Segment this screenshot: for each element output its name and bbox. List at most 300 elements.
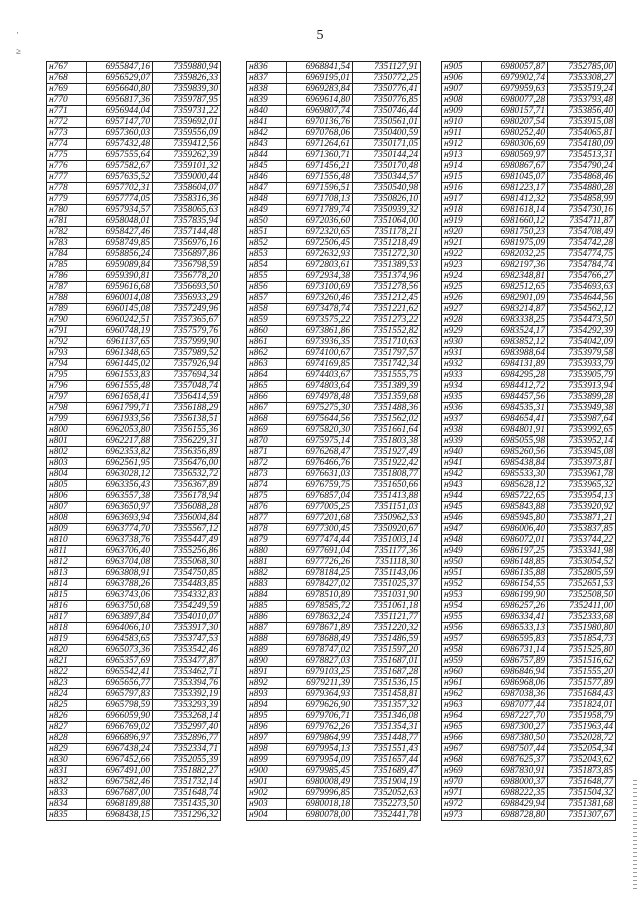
table-row [47, 722, 221, 733]
y-coordinate-cell: 7352785,00 [548, 62, 616, 73]
y-coordinate-cell: 7356897,86 [153, 249, 221, 260]
table-row [442, 502, 616, 513]
x-coordinate-cell: 6956640,80 [87, 84, 153, 95]
y-coordinate-cell: 7351118,30 [353, 557, 421, 568]
table-row [442, 403, 616, 414]
x-coordinate-cell: 6985055,98 [482, 436, 548, 447]
point-id-cell: н885 [247, 601, 287, 612]
point-id-cell: н903 [247, 799, 287, 810]
x-coordinate-cell: 6976759,75 [287, 480, 353, 491]
x-coordinate-cell: 6984654,41 [482, 414, 548, 425]
x-coordinate-cell: 6979954,09 [287, 755, 353, 766]
table-row [442, 788, 616, 799]
y-coordinate-cell: 7354513,31 [548, 150, 616, 161]
point-id-cell: н833 [47, 788, 87, 799]
point-id-cell: н952 [442, 579, 482, 590]
point-id-cell: н790 [47, 315, 87, 326]
y-coordinate-cell: 7351121,77 [353, 612, 421, 623]
y-coordinate-cell: 7353519,24 [548, 84, 616, 95]
table-row [247, 722, 421, 733]
x-coordinate-cell: 6957934,57 [87, 205, 153, 216]
point-id-cell: н850 [247, 216, 287, 227]
point-id-cell: н788 [47, 293, 87, 304]
point-id-cell: н929 [442, 326, 482, 337]
table-row [47, 623, 221, 634]
point-id-cell: н889 [247, 645, 287, 656]
x-coordinate-cell: 6971556,48 [287, 172, 353, 183]
table-row [442, 381, 616, 392]
point-id-cell: н781 [47, 216, 87, 227]
y-coordinate-cell: 7351597,20 [353, 645, 421, 656]
table-row [47, 645, 221, 656]
x-coordinate-cell: 6963693,94 [87, 513, 153, 524]
y-coordinate-cell: 7353542,46 [153, 645, 221, 656]
table-row [442, 458, 616, 469]
y-coordinate-cell: 7351025,37 [353, 579, 421, 590]
point-id-cell: н943 [442, 480, 482, 491]
y-coordinate-cell: 7356367,89 [153, 480, 221, 491]
table-row [442, 546, 616, 557]
x-coordinate-cell: 6957702,31 [87, 183, 153, 194]
y-coordinate-cell: 7352054,34 [548, 744, 616, 755]
x-coordinate-cell: 6984457,56 [482, 392, 548, 403]
y-coordinate-cell: 7356414,59 [153, 392, 221, 403]
point-id-cell: н799 [47, 414, 87, 425]
x-coordinate-cell: 6978827,03 [287, 656, 353, 667]
point-id-cell: н941 [442, 458, 482, 469]
table-row [442, 238, 616, 249]
x-coordinate-cell: 6956817,36 [87, 95, 153, 106]
y-coordinate-cell: 7354742,28 [548, 238, 616, 249]
point-id-cell: н937 [442, 414, 482, 425]
x-coordinate-cell: 6963743,06 [87, 590, 153, 601]
y-coordinate-cell: 7351922,42 [353, 458, 421, 469]
y-coordinate-cell: 7351003,14 [353, 535, 421, 546]
y-coordinate-cell: 7351797,57 [353, 348, 421, 359]
point-id-cell: н844 [247, 150, 287, 161]
x-coordinate-cell: 6957774,05 [87, 194, 153, 205]
table-row [47, 117, 221, 128]
x-coordinate-cell: 6981750,23 [482, 227, 548, 238]
point-id-cell: н805 [47, 480, 87, 491]
y-coordinate-cell: 7358316,36 [153, 194, 221, 205]
x-coordinate-cell: 6977005,25 [287, 502, 353, 513]
table-row [247, 513, 421, 524]
point-id-cell: н920 [442, 227, 482, 238]
y-coordinate-cell: 7351221,62 [353, 304, 421, 315]
table-row [247, 95, 421, 106]
x-coordinate-cell: 6977691,04 [287, 546, 353, 557]
table-row [442, 282, 616, 293]
x-coordinate-cell: 6966896,97 [87, 733, 153, 744]
x-coordinate-cell: 6962561,95 [87, 458, 153, 469]
x-coordinate-cell: 6981412,32 [482, 194, 548, 205]
x-coordinate-cell: 6964066,10 [87, 623, 153, 634]
table-row [47, 172, 221, 183]
x-coordinate-cell: 6972803,61 [287, 260, 353, 271]
table-row [247, 359, 421, 370]
y-coordinate-cell: 7357926,94 [153, 359, 221, 370]
x-coordinate-cell: 6979626,90 [287, 700, 353, 711]
table-row [47, 370, 221, 381]
table-row [47, 216, 221, 227]
y-coordinate-cell: 7351648,74 [153, 788, 221, 799]
point-id-cell: н942 [442, 469, 482, 480]
y-coordinate-cell: 7351687,28 [353, 667, 421, 678]
table-row [47, 271, 221, 282]
point-id-cell: н954 [442, 601, 482, 612]
table-row [247, 612, 421, 623]
y-coordinate-cell: 7351458,81 [353, 689, 421, 700]
x-coordinate-cell: 6973478,74 [287, 304, 353, 315]
point-id-cell: н775 [47, 150, 87, 161]
point-id-cell: н810 [47, 535, 87, 546]
table-row [247, 139, 421, 150]
table-row [247, 392, 421, 403]
table-row [247, 326, 421, 337]
table-row [47, 381, 221, 392]
table-row [247, 480, 421, 491]
x-coordinate-cell: 6965073,36 [87, 645, 153, 656]
y-coordinate-cell: 7353952,14 [548, 436, 616, 447]
x-coordinate-cell: 6956944,04 [87, 106, 153, 117]
table-row [47, 150, 221, 161]
point-id-cell: н814 [47, 579, 87, 590]
point-id-cell: н890 [247, 656, 287, 667]
x-coordinate-cell: 6979864,99 [287, 733, 353, 744]
table-row [247, 271, 421, 282]
x-coordinate-cell: 6980008,49 [287, 777, 353, 788]
point-id-cell: н783 [47, 238, 87, 249]
table-row [247, 700, 421, 711]
x-coordinate-cell: 6984295,28 [482, 370, 548, 381]
x-coordinate-cell: 6974803,64 [287, 381, 353, 392]
table-row [47, 392, 221, 403]
table-row [442, 205, 616, 216]
y-coordinate-cell: 7357365,67 [153, 315, 221, 326]
y-coordinate-cell: 7357249,96 [153, 304, 221, 315]
table-row [442, 326, 616, 337]
point-id-cell: н862 [247, 348, 287, 359]
table-row [442, 810, 616, 821]
y-coordinate-cell: 7351648,77 [548, 777, 616, 788]
table-row [247, 799, 421, 810]
table-row [247, 227, 421, 238]
table-row [247, 535, 421, 546]
y-coordinate-cell: 7354644,56 [548, 293, 616, 304]
x-coordinate-cell: 6973936,35 [287, 337, 353, 348]
x-coordinate-cell: 6963750,68 [87, 601, 153, 612]
x-coordinate-cell: 6973100,69 [287, 282, 353, 293]
x-coordinate-cell: 6963897,84 [87, 612, 153, 623]
x-coordinate-cell: 6957555,64 [87, 150, 153, 161]
point-id-cell: н865 [247, 381, 287, 392]
point-id-cell: н804 [47, 469, 87, 480]
x-coordinate-cell: 6981223,17 [482, 183, 548, 194]
x-coordinate-cell: 6981618,14 [482, 205, 548, 216]
y-coordinate-cell: 7353965,32 [548, 480, 616, 491]
point-id-cell: н967 [442, 744, 482, 755]
y-coordinate-cell: 7356188,29 [153, 403, 221, 414]
y-coordinate-cell: 7351220,32 [353, 623, 421, 634]
point-id-cell: н819 [47, 634, 87, 645]
x-coordinate-cell: 6980078,00 [287, 810, 353, 821]
table-row [442, 480, 616, 491]
point-id-cell: н811 [47, 546, 87, 557]
x-coordinate-cell: 6958048,01 [87, 216, 153, 227]
x-coordinate-cell: 6960145,08 [87, 304, 153, 315]
table-row [442, 634, 616, 645]
x-coordinate-cell: 6986533,13 [482, 623, 548, 634]
point-id-cell: н857 [247, 293, 287, 304]
point-id-cell: н873 [247, 469, 287, 480]
y-coordinate-cell: 7354750,85 [153, 568, 221, 579]
y-coordinate-cell: 7351374,96 [353, 271, 421, 282]
y-coordinate-cell: 7352333,68 [548, 612, 616, 623]
point-id-cell: н928 [442, 315, 482, 326]
x-coordinate-cell: 6958427,46 [87, 227, 153, 238]
table-row [442, 293, 616, 304]
x-coordinate-cell: 6960748,19 [87, 326, 153, 337]
table-row [247, 172, 421, 183]
y-coordinate-cell: 7351732,14 [153, 777, 221, 788]
table-row [247, 744, 421, 755]
x-coordinate-cell: 6980157,71 [482, 106, 548, 117]
x-coordinate-cell: 6986135,88 [482, 568, 548, 579]
point-id-cell: н956 [442, 623, 482, 634]
y-coordinate-cell: 7354774,75 [548, 249, 616, 260]
x-coordinate-cell: 6985628,12 [482, 480, 548, 491]
table-row [247, 502, 421, 513]
table-row [47, 546, 221, 557]
table-row [442, 535, 616, 546]
point-id-cell: н912 [442, 139, 482, 150]
point-id-cell: н898 [247, 744, 287, 755]
y-coordinate-cell: 7353293,39 [153, 700, 221, 711]
point-id-cell: н856 [247, 282, 287, 293]
table-row [442, 568, 616, 579]
y-coordinate-cell: 7350540,98 [353, 183, 421, 194]
table-row [47, 678, 221, 689]
point-id-cell: н793 [47, 348, 87, 359]
x-coordinate-cell: 6988222,35 [482, 788, 548, 799]
x-coordinate-cell: 6967687,00 [87, 788, 153, 799]
x-coordinate-cell: 6977201,68 [287, 513, 353, 524]
point-id-cell: н971 [442, 788, 482, 799]
point-id-cell: н777 [47, 172, 87, 183]
x-coordinate-cell: 6979954,13 [287, 744, 353, 755]
table-row [442, 667, 616, 678]
point-id-cell: н966 [442, 733, 482, 744]
point-id-cell: н821 [47, 656, 87, 667]
x-coordinate-cell: 6965798,59 [87, 700, 153, 711]
x-coordinate-cell: 6958856,24 [87, 249, 153, 260]
y-coordinate-cell: 7350772,25 [353, 73, 421, 84]
table-row [47, 447, 221, 458]
table-row [442, 117, 616, 128]
point-id-cell: н800 [47, 425, 87, 436]
table-row [247, 315, 421, 326]
x-coordinate-cell: 6972934,38 [287, 271, 353, 282]
y-coordinate-cell: 7351296,32 [153, 810, 221, 821]
x-coordinate-cell: 6971708,13 [287, 194, 353, 205]
y-coordinate-cell: 7352052,63 [353, 788, 421, 799]
table-row [247, 425, 421, 436]
point-id-cell: н846 [247, 172, 287, 183]
y-coordinate-cell: 7351177,36 [353, 546, 421, 557]
x-coordinate-cell: 6983214,87 [482, 304, 548, 315]
y-coordinate-cell: 7353913,94 [548, 381, 616, 392]
y-coordinate-cell: 7351882,27 [153, 766, 221, 777]
table-row [47, 711, 221, 722]
y-coordinate-cell: 7351278,56 [353, 282, 421, 293]
point-id-cell: н874 [247, 480, 287, 491]
point-id-cell: н936 [442, 403, 482, 414]
table-row [442, 304, 616, 315]
table-row [247, 546, 421, 557]
point-id-cell: н961 [442, 678, 482, 689]
point-id-cell: н973 [442, 810, 482, 821]
point-id-cell: н849 [247, 205, 287, 216]
y-coordinate-cell: 7359787,95 [153, 95, 221, 106]
y-coordinate-cell: 7355447,49 [153, 535, 221, 546]
table-row [47, 755, 221, 766]
x-coordinate-cell: 6985260,56 [482, 447, 548, 458]
x-coordinate-cell: 6973861,86 [287, 326, 353, 337]
point-id-cell: н927 [442, 304, 482, 315]
point-id-cell: н917 [442, 194, 482, 205]
table-row [47, 502, 221, 513]
table-row [442, 623, 616, 634]
table-row [442, 414, 616, 425]
x-coordinate-cell: 6986731,14 [482, 645, 548, 656]
point-id-cell: н771 [47, 106, 87, 117]
y-coordinate-cell: 7351218,49 [353, 238, 421, 249]
y-coordinate-cell: 7351389,53 [353, 260, 421, 271]
y-coordinate-cell: 7351151,03 [353, 502, 421, 513]
table-row [442, 73, 616, 84]
point-id-cell: н806 [47, 491, 87, 502]
table-row [47, 161, 221, 172]
table-row [442, 425, 616, 436]
y-coordinate-cell: 7354010,07 [153, 612, 221, 623]
y-coordinate-cell: 7350344,57 [353, 172, 421, 183]
y-coordinate-cell: 7353268,14 [153, 711, 221, 722]
x-coordinate-cell: 6959089,84 [87, 260, 153, 271]
y-coordinate-cell: 7358604,07 [153, 183, 221, 194]
point-id-cell: н853 [247, 249, 287, 260]
x-coordinate-cell: 6988728,80 [482, 810, 548, 821]
table-row [47, 315, 221, 326]
x-coordinate-cell: 6981045,07 [482, 172, 548, 183]
table-row [442, 359, 616, 370]
x-coordinate-cell: 6980077,28 [482, 95, 548, 106]
x-coordinate-cell: 6974169,85 [287, 359, 353, 370]
point-id-cell: н944 [442, 491, 482, 502]
point-id-cell: н794 [47, 359, 87, 370]
table-row [247, 579, 421, 590]
table-row [442, 172, 616, 183]
x-coordinate-cell: 6987227,70 [482, 711, 548, 722]
point-id-cell: н838 [247, 84, 287, 95]
y-coordinate-cell: 7354693,63 [548, 282, 616, 293]
point-id-cell: н870 [247, 436, 287, 447]
point-id-cell: н845 [247, 161, 287, 172]
table-row [47, 667, 221, 678]
y-coordinate-cell: 7353987,64 [548, 414, 616, 425]
x-coordinate-cell: 6963557,38 [87, 491, 153, 502]
y-coordinate-cell: 7351064,00 [353, 216, 421, 227]
y-coordinate-cell: 7352508,50 [548, 590, 616, 601]
x-coordinate-cell: 6963808,91 [87, 568, 153, 579]
y-coordinate-cell: 7353949,38 [548, 403, 616, 414]
y-coordinate-cell: 7352055,39 [153, 755, 221, 766]
y-coordinate-cell: 7357835,94 [153, 216, 221, 227]
x-coordinate-cell: 6988429,94 [482, 799, 548, 810]
x-coordinate-cell: 6987077,44 [482, 700, 548, 711]
point-id-cell: н847 [247, 183, 287, 194]
y-coordinate-cell: 7351963,44 [548, 722, 616, 733]
x-coordinate-cell: 6961553,83 [87, 370, 153, 381]
table-row [442, 766, 616, 777]
x-coordinate-cell: 6970136,76 [287, 117, 353, 128]
y-coordinate-cell: 7354790,24 [548, 161, 616, 172]
table-row [247, 205, 421, 216]
point-id-cell: н843 [247, 139, 287, 150]
point-id-cell: н969 [442, 766, 482, 777]
y-coordinate-cell: 7351516,62 [548, 656, 616, 667]
x-coordinate-cell: 6983852,12 [482, 337, 548, 348]
page-number: 5 [316, 28, 324, 43]
point-id-cell: н901 [247, 777, 287, 788]
y-coordinate-cell: 7351958,79 [548, 711, 616, 722]
table-row [47, 73, 221, 84]
point-id-cell: н815 [47, 590, 87, 601]
y-coordinate-cell: 7354562,12 [548, 304, 616, 315]
y-coordinate-cell: 7351212,45 [353, 293, 421, 304]
y-coordinate-cell: 7351178,21 [353, 227, 421, 238]
table-row [47, 128, 221, 139]
table-row [247, 623, 421, 634]
table-row [47, 777, 221, 788]
x-coordinate-cell: 6974100,67 [287, 348, 353, 359]
table-row [442, 601, 616, 612]
point-id-cell: н820 [47, 645, 87, 656]
table-row [47, 293, 221, 304]
table-row [247, 733, 421, 744]
y-coordinate-cell: 7354858,99 [548, 194, 616, 205]
y-coordinate-cell: 7354880,28 [548, 183, 616, 194]
point-id-cell: н900 [247, 766, 287, 777]
table-row [47, 689, 221, 700]
y-coordinate-cell: 7351381,68 [548, 799, 616, 810]
y-coordinate-cell: 7351927,49 [353, 447, 421, 458]
table-row [442, 557, 616, 568]
y-coordinate-cell: 7353394,76 [153, 678, 221, 689]
table-row [247, 414, 421, 425]
margin-mark: ≥ [16, 46, 21, 56]
table-row [47, 788, 221, 799]
x-coordinate-cell: 6972320,65 [287, 227, 353, 238]
x-coordinate-cell: 6963704,08 [87, 557, 153, 568]
y-coordinate-cell: 7351357,32 [353, 700, 421, 711]
point-id-cell: н802 [47, 447, 87, 458]
x-coordinate-cell: 6963738,76 [87, 535, 153, 546]
x-coordinate-cell: 6963356,43 [87, 480, 153, 491]
x-coordinate-cell: 6967582,46 [87, 777, 153, 788]
table-row [247, 678, 421, 689]
y-coordinate-cell: 7351661,64 [353, 425, 421, 436]
